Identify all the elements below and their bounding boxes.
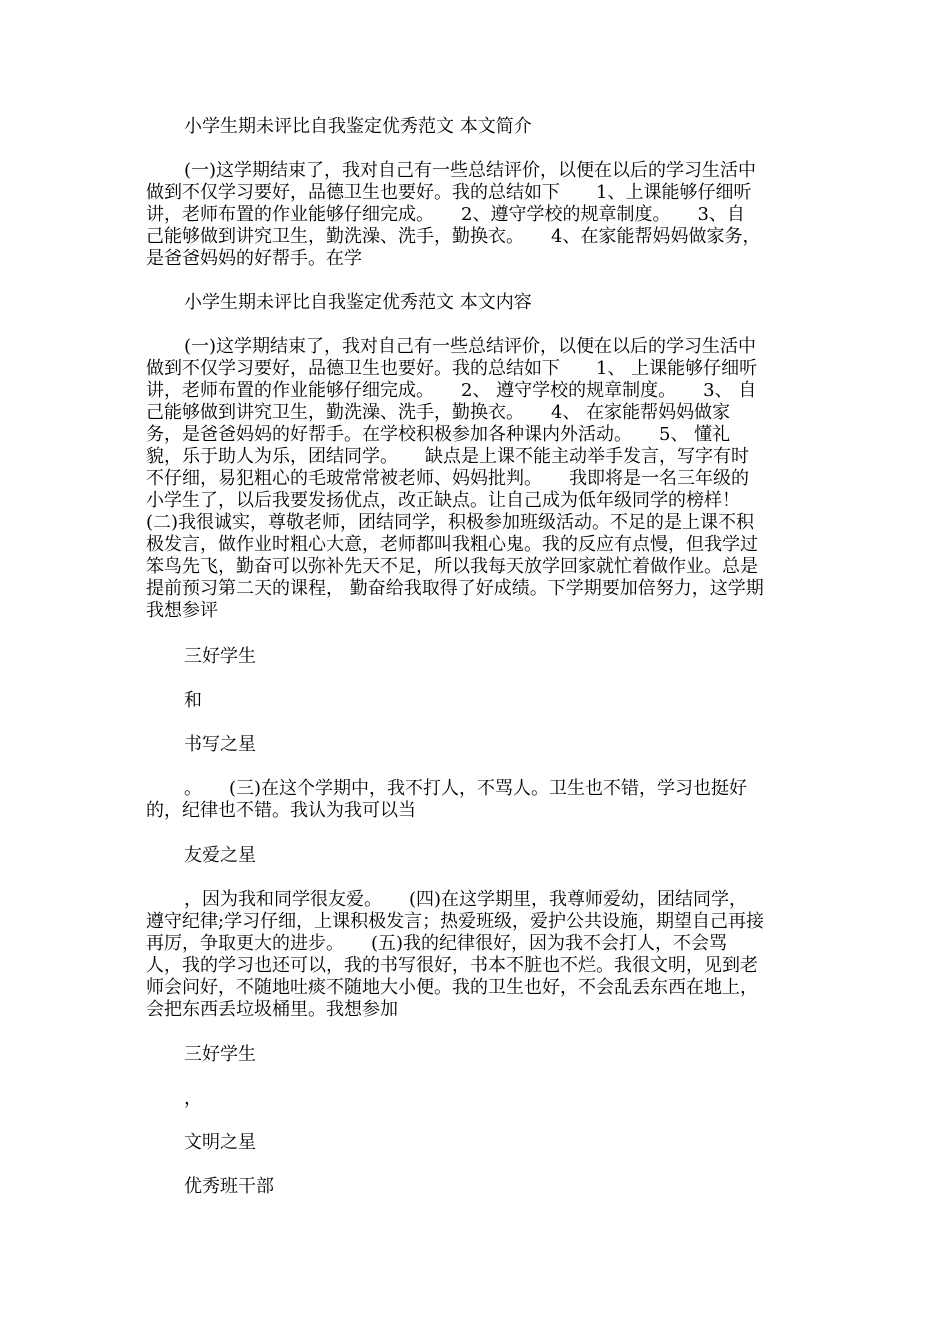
intro-line: 讲，老师布置的作业能够仔细完成。 2、遵守学校的规章制度。 3、自 <box>146 204 745 225</box>
content-line: (二)我很诚实，尊敬老师，团结同学，积极参加班级活动。不足的是上课不积 <box>146 512 755 533</box>
paragraph-three-line: 的，纪律也不错。我认为我可以当 <box>146 800 416 821</box>
content-heading: 小学生期未评比自我鉴定优秀范文 本文内容 <box>184 292 532 313</box>
intro-line: 是爸爸妈妈的好帮手。在学 <box>146 248 362 269</box>
content-line: 己能够做到讲究卫生，勤洗澡、洗手，勤换衣。 4、 在家能帮妈妈做家 <box>146 402 731 423</box>
paragraph-four-line: ，因为我和同学很友爱。 (四)在这学期里，我尊师爱幼，团结同学， <box>184 889 748 910</box>
content-line: 讲，老师布置的作业能够仔细完成。 2、 遵守学校的规章制度。 3、 自 <box>146 380 757 401</box>
content-line: 小学生了，以后我要发扬优点，改正缺点。让自己成为低年级同学的榜样！ <box>146 490 740 511</box>
paragraph-four-line: 会把东西丢垃圾桶里。我想参加 <box>146 999 398 1020</box>
paragraph-four-line: 遵守纪律;学习仔细，上课积极发言；热爱班级，爱护公共设施，期望自己再接 <box>146 911 765 932</box>
paragraph-four-line: 师会问好，不随地吐痰不随地大小便。我的卫生也好，不会乱丢东西在地上， <box>146 977 758 998</box>
intro-line: 己能够做到讲究卫生，勤洗澡、洗手，勤换衣。 4、在家能帮妈妈做家务， <box>146 226 761 247</box>
content-line: 提前预习第二天的课程， 勤奋给我取得了好成绩。下学期要加倍努力，这学期 <box>146 578 764 599</box>
content-line: 做到不仅学习要好，品德卫生也要好。我的总结如下 1、 上课能够仔细听 <box>146 358 758 379</box>
award-label: 三好学生 <box>184 646 256 667</box>
intro-line: (一)这学期结束了，我对自己有一些总结评价，以便在以后的学习生活中 <box>184 160 757 181</box>
conjunction-text: 和 <box>184 690 202 711</box>
content-line: 务，是爸爸妈妈的好帮手。在学校积极参加各种课内外活动。 5、 懂礼 <box>146 424 731 445</box>
award-label: 友爱之星 <box>184 845 256 866</box>
award-label: 优秀班干部 <box>184 1176 274 1197</box>
content-line: 笨鸟先飞，勤奋可以弥补先天不足，所以我每天放学回家就忙着做作业。总是 <box>146 556 758 577</box>
content-line: 极发言，做作业时粗心大意，老师都叫我粗心鬼。我的反应有点慢，但我学过 <box>146 534 758 555</box>
paragraph-three-line: 。 (三)在这个学期中，我不打人，不骂人。卫生也不错，学习也挺好 <box>184 778 748 799</box>
content-line: 不仔细，易犯粗心的毛玻常常被老师、妈妈批判。 我即将是一名三年级的 <box>146 468 749 489</box>
content-line: 我想参评 <box>146 600 218 621</box>
award-label: 文明之星 <box>184 1132 256 1153</box>
intro-line: 做到不仅学习要好，品德卫生也要好。我的总结如下 1、上课能够仔细听 <box>146 182 752 203</box>
paragraph-four-line: 再厉，争取更大的进步。 (五)我的纪律很好，因为我不会打人，不会骂 <box>146 933 728 954</box>
award-label: 书写之星 <box>184 734 256 755</box>
intro-heading: 小学生期未评比自我鉴定优秀范文 本文简介 <box>184 116 532 137</box>
content-line: 貌，乐于助人为乐，团结同学。 缺点是上课不能主动举手发言，写字有时 <box>146 446 749 467</box>
comma-text: ， <box>184 1088 202 1109</box>
paragraph-four-line: 人，我的学习也还可以，我的书写很好，书本不脏也不烂。我很文明，见到老 <box>146 955 758 976</box>
content-line: (一)这学期结束了，我对自己有一些总结评价，以便在以后的学习生活中 <box>184 336 757 357</box>
award-label: 三好学生 <box>184 1044 256 1065</box>
